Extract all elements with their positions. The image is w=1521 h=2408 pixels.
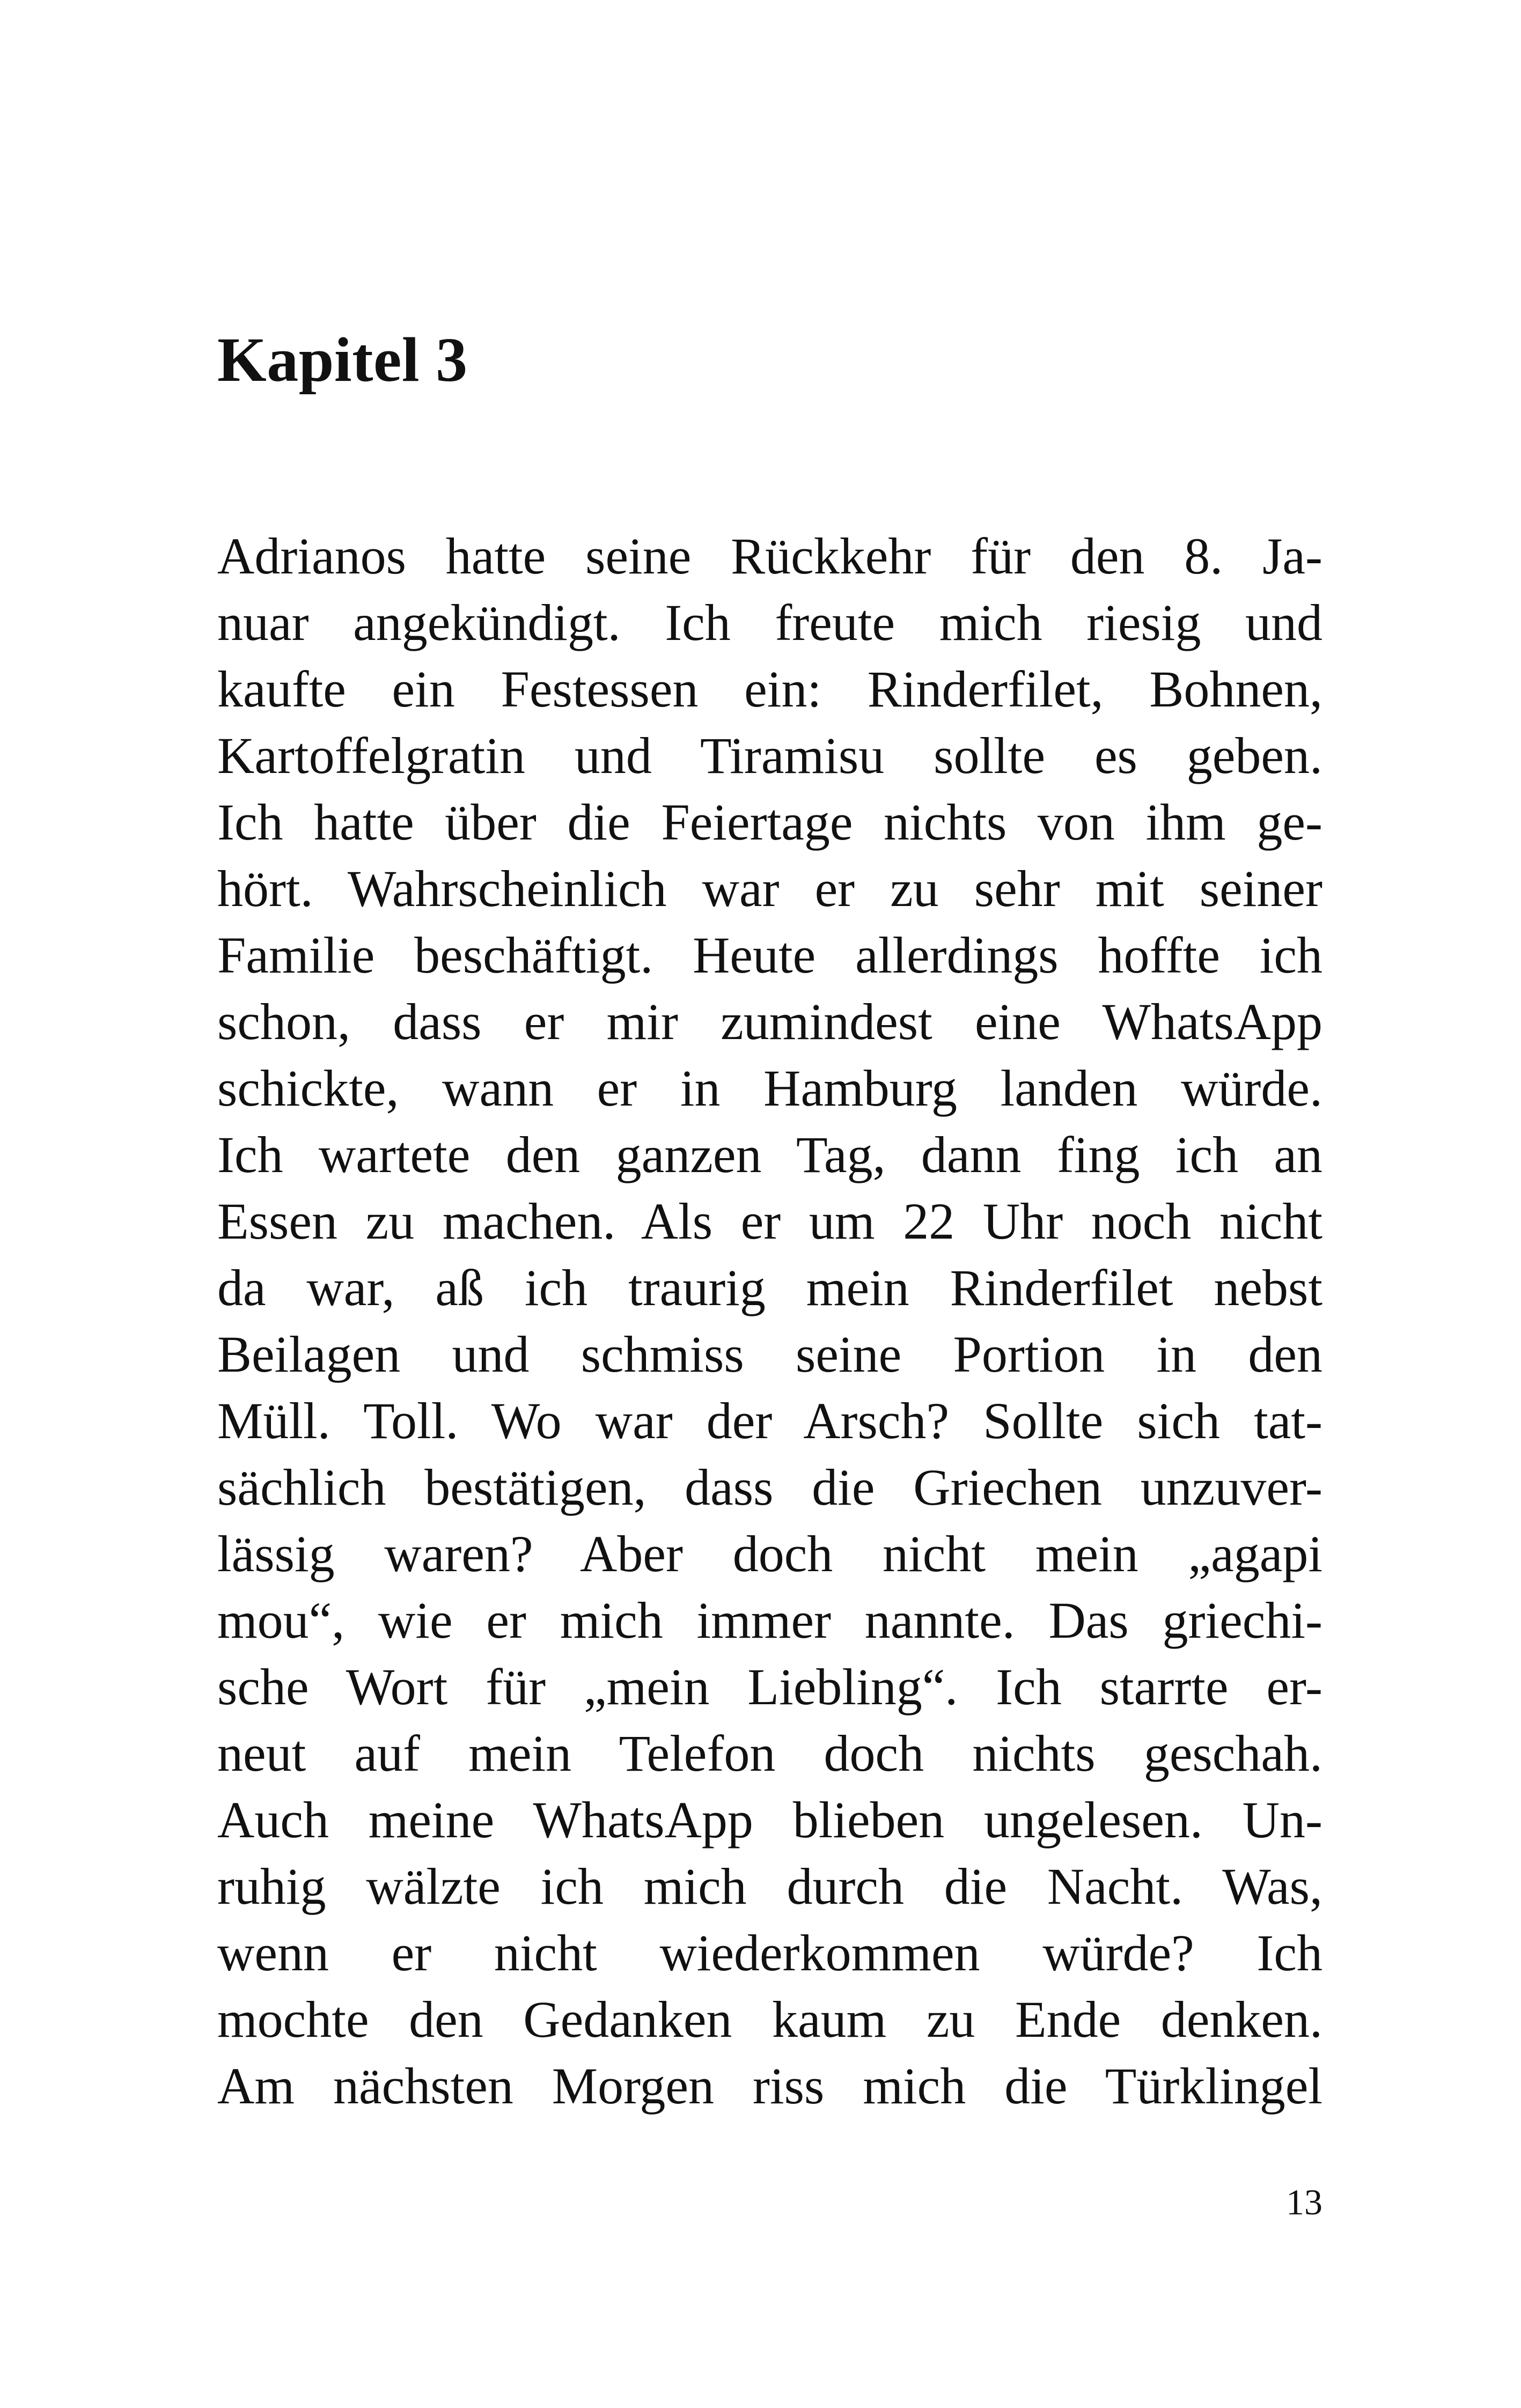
- text-line: Essen zu machen. Als er um 22 Uhr noch nicht: [217, 1192, 1322, 1250]
- text-line: Familie beschäftigt. Heute allerdings hoffte ich: [217, 926, 1322, 984]
- text-line: Ich wartete den ganzen Tag, dann fing ich an: [217, 1126, 1322, 1183]
- text-line: ruhig wälzte ich mich durch die Nacht. Was,: [217, 1858, 1322, 1915]
- text-line: Auch meine WhatsApp blieben ungelesen. Un-: [217, 1791, 1322, 1849]
- text-line: Ich hatte über die Feiertage nichts von ihm ge-: [217, 793, 1322, 851]
- body-text: [217, 523, 1322, 2119]
- text-line: Am nächsten Morgen riss mich die Türklingel: [217, 2057, 1322, 2115]
- text-line: hört. Wahrscheinlich war er zu sehr mit seiner: [217, 860, 1322, 917]
- text-line: schickte, wann er in Hamburg landen würde.: [217, 1059, 1322, 1117]
- text-line: Müll. Toll. Wo war der Arsch? Sollte sich tat-: [217, 1392, 1322, 1449]
- text-line: da war, aß ich traurig mein Rinderfilet nebst: [217, 1259, 1322, 1316]
- text-line: mou“, wie er mich immer nannte. Das griechi-: [217, 1592, 1322, 1649]
- text-line: wenn er nicht wiederkommen würde? Ich: [217, 1924, 1322, 1982]
- page-number: 13: [1286, 2182, 1322, 2222]
- text-line: schon, dass er mir zumindest eine WhatsApp: [217, 993, 1322, 1050]
- chapter-title: Kapitel 3: [217, 325, 468, 395]
- text-line: Beilagen und schmiss seine Portion in den: [217, 1325, 1322, 1383]
- text-line: Kartoffelgratin und Tiramisu sollte es geben.: [217, 727, 1322, 784]
- text-line: lässig waren? Aber doch nicht mein „agapi: [217, 1525, 1322, 1582]
- text-line: sche Wort für „mein Liebling“. Ich starrte er-: [217, 1658, 1322, 1715]
- text-line: mochte den Gedanken kaum zu Ende denken.: [217, 1991, 1322, 2048]
- text-line: kaufte ein Festessen ein: Rinderfilet, Bohnen,: [217, 660, 1322, 718]
- text-line: neut auf mein Telefon doch nichts geschah.: [217, 1725, 1322, 1782]
- text-line: nuar angekündigt. Ich freute mich riesig und: [217, 594, 1322, 651]
- text-line: Adrianos hatte seine Rückkehr für den 8. Ja-: [217, 527, 1322, 585]
- text-line: sächlich bestätigen, dass die Griechen unzuver-: [217, 1459, 1322, 1516]
